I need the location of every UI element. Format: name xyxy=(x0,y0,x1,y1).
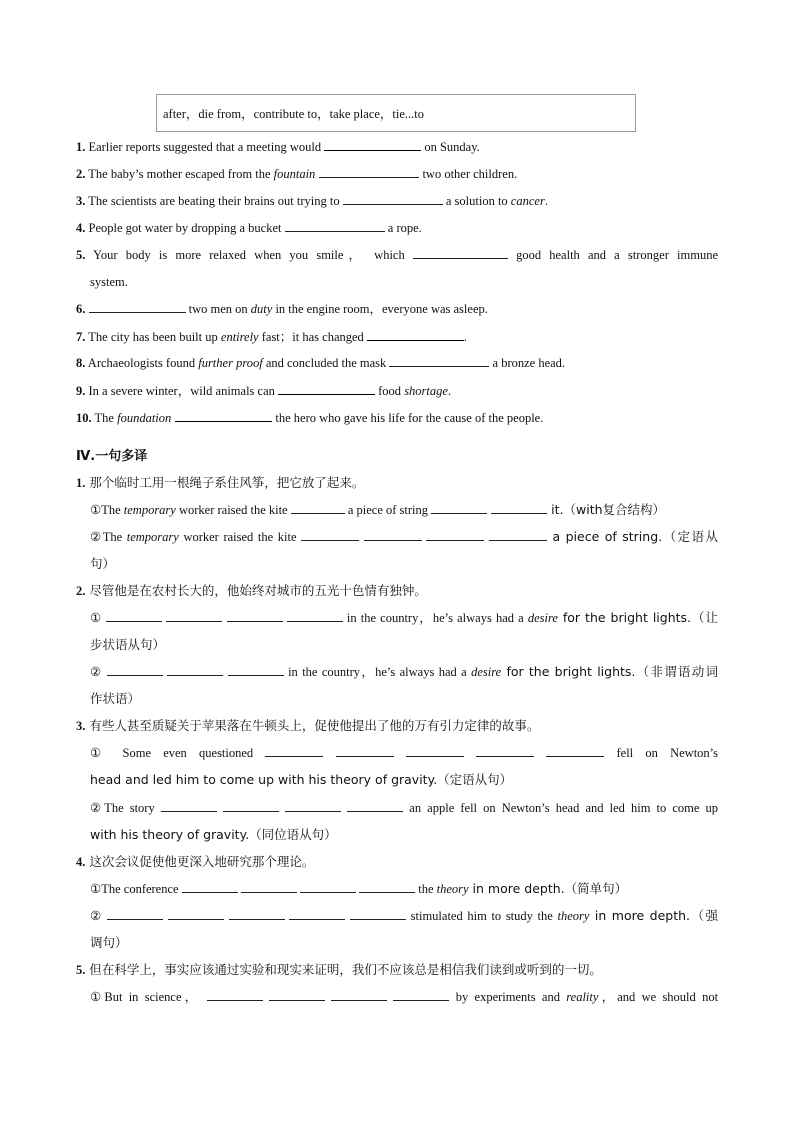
item-number: 3. xyxy=(76,719,86,733)
answer-blank[interactable] xyxy=(336,744,394,757)
item-italic: theory xyxy=(557,909,590,923)
item-text: ②The story xyxy=(90,801,161,815)
item-text: ② xyxy=(90,909,108,923)
translate-3-option-1 xyxy=(90,744,718,762)
item-text: ①But in science， xyxy=(90,990,207,1004)
fill-item-8 xyxy=(76,354,718,372)
item-italic: desire xyxy=(527,611,558,625)
word-bank-box xyxy=(156,94,636,132)
translate-item-1 xyxy=(76,474,718,492)
item-text: by experiments and xyxy=(449,990,567,1004)
answer-blank[interactable] xyxy=(168,907,224,920)
fill-item-5 xyxy=(76,246,718,264)
item-text: on Sunday. xyxy=(421,140,480,154)
answer-blank[interactable] xyxy=(207,988,263,1001)
item-number: 1. xyxy=(76,476,86,490)
item-text: . xyxy=(447,384,452,398)
item-text: Archaeologists found xyxy=(85,356,199,370)
answer-blank[interactable] xyxy=(331,988,387,1001)
answer-blank[interactable] xyxy=(491,501,547,514)
item-text: in more depth.（简单句） xyxy=(468,881,628,896)
answer-blank[interactable] xyxy=(359,880,415,893)
answer-blank[interactable] xyxy=(343,192,443,205)
item-text: The scientists are beating their brains out trying to xyxy=(85,194,343,208)
translate-2-option-1-cont: 步状语从句） xyxy=(90,637,166,652)
item-number: 5. xyxy=(76,963,86,977)
item-text: for the bright lights.（非谓语动词 xyxy=(501,664,719,679)
fill-item-9 xyxy=(76,382,718,400)
item-text: The baby’s mother escaped from the xyxy=(85,167,274,181)
fill-item-10 xyxy=(76,409,718,427)
translate-3-option-2-cont xyxy=(90,826,718,844)
answer-blank[interactable] xyxy=(347,799,403,812)
item-italic: fountain xyxy=(273,167,316,181)
answer-blank[interactable] xyxy=(228,663,284,676)
item-text: head and led him to come up with his theory of gravity.（定语从句） xyxy=(90,772,513,787)
translate-2-option-2-cont: 作状语） xyxy=(90,691,141,706)
item-italic: reality xyxy=(566,990,599,1004)
answer-blank[interactable] xyxy=(167,663,223,676)
item-italic: further proof xyxy=(198,356,263,370)
item-text: it.（with复合结构） xyxy=(547,502,666,517)
item-italic: duty xyxy=(250,302,273,316)
answer-blank[interactable] xyxy=(350,907,406,920)
item-text: a rope. xyxy=(384,221,422,235)
answer-blank[interactable] xyxy=(393,988,449,1001)
item-italic: foundation xyxy=(117,411,172,425)
answer-blank[interactable] xyxy=(106,609,162,622)
translate-5-option-1 xyxy=(90,988,718,1006)
item-text: in the engine room，everyone was asleep. xyxy=(272,302,488,316)
answer-blank[interactable] xyxy=(107,663,163,676)
translate-1-option-2 xyxy=(90,528,718,546)
answer-blank[interactable] xyxy=(107,907,163,920)
item-number: 9. xyxy=(76,384,86,398)
item-text: system. xyxy=(90,275,128,289)
answer-blank[interactable] xyxy=(291,501,345,514)
item-text: People got water by dropping a bucket xyxy=(85,221,285,235)
translate-1-option-1 xyxy=(90,501,718,519)
item-text: ②The xyxy=(90,530,127,544)
answer-blank[interactable] xyxy=(406,744,464,757)
item-text: a piece of string.（定语从 xyxy=(547,529,719,544)
item-text: ① Some even questioned xyxy=(90,746,266,760)
word-bank-text: after，die from，contribute to，take place，tie...to xyxy=(163,107,425,121)
chinese-sentence: 那个临时工用一根绳子系住风筝，把它放了起来。 xyxy=(85,475,365,490)
answer-blank[interactable] xyxy=(229,907,285,920)
answer-blank[interactable] xyxy=(285,219,385,232)
answer-blank[interactable] xyxy=(223,799,279,812)
answer-blank[interactable] xyxy=(89,300,186,313)
fill-item-7 xyxy=(76,328,718,346)
item-number: 8. xyxy=(76,356,86,370)
fill-item-2 xyxy=(76,165,718,183)
item-text: a solution to xyxy=(442,194,511,208)
fill-item-4 xyxy=(76,219,718,237)
answer-blank[interactable] xyxy=(367,328,464,341)
translate-4-option-1 xyxy=(90,880,718,898)
answer-blank[interactable] xyxy=(287,609,343,622)
answer-blank[interactable] xyxy=(269,988,325,1001)
item-italic: shortage xyxy=(404,384,448,398)
section-title: Ⅳ.一句多译 xyxy=(76,449,148,464)
item-number: 6. xyxy=(76,302,86,316)
answer-blank[interactable] xyxy=(546,744,604,757)
item-text: . xyxy=(463,330,468,344)
item-text: The city has been built up xyxy=(85,330,221,344)
item-text: two other children. xyxy=(419,167,518,181)
answer-blank[interactable] xyxy=(241,880,297,893)
answer-blank[interactable] xyxy=(161,799,217,812)
item-text: fast；it has changed xyxy=(258,330,367,344)
item-text: ① xyxy=(90,611,107,625)
answer-blank[interactable] xyxy=(319,165,419,178)
item-text: worker raised the kite xyxy=(175,503,291,517)
answer-blank[interactable] xyxy=(300,880,356,893)
item-text: In a severe winter，wild animals can xyxy=(85,384,279,398)
item-text: in more depth.（强 xyxy=(589,908,719,923)
answer-blank[interactable] xyxy=(476,744,534,757)
item-text: . xyxy=(544,194,548,208)
item-number: 7. xyxy=(76,330,86,344)
item-text: with his theory of gravity.（同位语从句） xyxy=(90,827,337,842)
item-text: in the country，he’s always had a xyxy=(342,611,528,625)
answer-blank[interactable] xyxy=(278,382,375,395)
translate-2-option-1 xyxy=(90,609,718,627)
item-text: ② xyxy=(90,665,107,679)
answer-blank[interactable] xyxy=(166,609,222,622)
answer-blank[interactable] xyxy=(431,501,487,514)
fill-item-3 xyxy=(76,192,718,210)
item-text: food xyxy=(375,384,405,398)
item-number: 4. xyxy=(76,221,86,235)
translate-3-option-2 xyxy=(90,799,718,817)
fill-item-5-cont xyxy=(90,273,718,291)
answer-blank[interactable] xyxy=(364,528,422,541)
answer-blank[interactable] xyxy=(265,744,323,757)
item-text: fell on Newton’s xyxy=(604,746,719,760)
answer-blank[interactable] xyxy=(301,528,359,541)
answer-blank[interactable] xyxy=(285,799,341,812)
answer-blank[interactable] xyxy=(182,880,238,893)
item-number: 10. xyxy=(76,411,92,425)
item-text: a bronze head. xyxy=(489,356,566,370)
translate-4-option-2-cont: 调句） xyxy=(90,935,128,950)
translate-item-3 xyxy=(76,717,718,735)
item-text: two men on xyxy=(185,302,251,316)
answer-blank[interactable] xyxy=(489,528,547,541)
item-text: Your body is more relaxed when you smile， which xyxy=(85,248,413,262)
item-number: 2. xyxy=(76,584,86,598)
item-text: ，and we should not xyxy=(598,990,719,1004)
item-text: and concluded the mask xyxy=(262,356,390,370)
chinese-sentence: 这次会议促使他更深入地研究那个理论。 xyxy=(85,854,315,869)
item-text: for the bright lights.（让 xyxy=(557,610,719,625)
translate-3-option-1-cont xyxy=(90,771,718,789)
item-text: in the country，he’s always had a xyxy=(283,665,472,679)
chinese-sentence: 有些人甚至质疑关于苹果落在牛顿头上，促使他提出了他的万有引力定律的故事。 xyxy=(85,718,540,733)
fill-item-6 xyxy=(76,300,718,318)
item-text: stimulated him to study the xyxy=(406,909,558,923)
item-text: an apple fell on Newton’s head and led him to come up xyxy=(403,801,719,815)
answer-blank[interactable] xyxy=(324,138,421,151)
item-text: ①The conference xyxy=(90,882,182,896)
item-text: a piece of string xyxy=(344,503,432,517)
item-number: 2. xyxy=(76,167,86,181)
item-text: The xyxy=(91,411,118,425)
answer-blank[interactable] xyxy=(175,409,272,422)
item-text: good health and a stronger immune xyxy=(507,248,718,262)
translate-item-5 xyxy=(76,961,718,979)
chinese-sentence: 但在科学上，事实应该通过实验和现实来证明，我们不应该总是相信我们读到或听到的一切。 xyxy=(85,962,602,977)
answer-blank[interactable] xyxy=(227,609,283,622)
item-italic: cancer xyxy=(510,194,545,208)
item-italic: theory xyxy=(436,882,469,896)
translate-item-2 xyxy=(76,582,718,600)
translate-4-option-2 xyxy=(90,907,718,925)
translate-item-4 xyxy=(76,853,718,871)
item-text: the xyxy=(415,882,437,896)
item-italic: desire xyxy=(471,665,502,679)
fill-item-1 xyxy=(76,138,718,156)
answer-blank[interactable] xyxy=(389,354,489,367)
item-number: 5. xyxy=(76,248,86,262)
item-italic: temporary xyxy=(126,530,179,544)
item-number: 4. xyxy=(76,855,86,869)
chinese-sentence: 尽管他是在农村长大的，他始终对城市的五光十色情有独钟。 xyxy=(85,583,427,598)
translate-2-option-2 xyxy=(90,663,718,681)
item-text: ①The xyxy=(90,503,124,517)
answer-blank[interactable] xyxy=(413,246,508,259)
item-text: Earlier reports suggested that a meeting would xyxy=(85,140,325,154)
answer-blank[interactable] xyxy=(289,907,345,920)
translate-1-option-2-cont: 句） xyxy=(90,556,116,571)
item-text: worker raised the kite xyxy=(178,530,302,544)
item-italic: entirely xyxy=(220,330,259,344)
item-italic: temporary xyxy=(123,503,176,517)
item-number: 3. xyxy=(76,194,86,208)
answer-blank[interactable] xyxy=(426,528,484,541)
item-text: the hero who gave his life for the cause of the people. xyxy=(272,411,544,425)
item-number: 1. xyxy=(76,140,86,154)
